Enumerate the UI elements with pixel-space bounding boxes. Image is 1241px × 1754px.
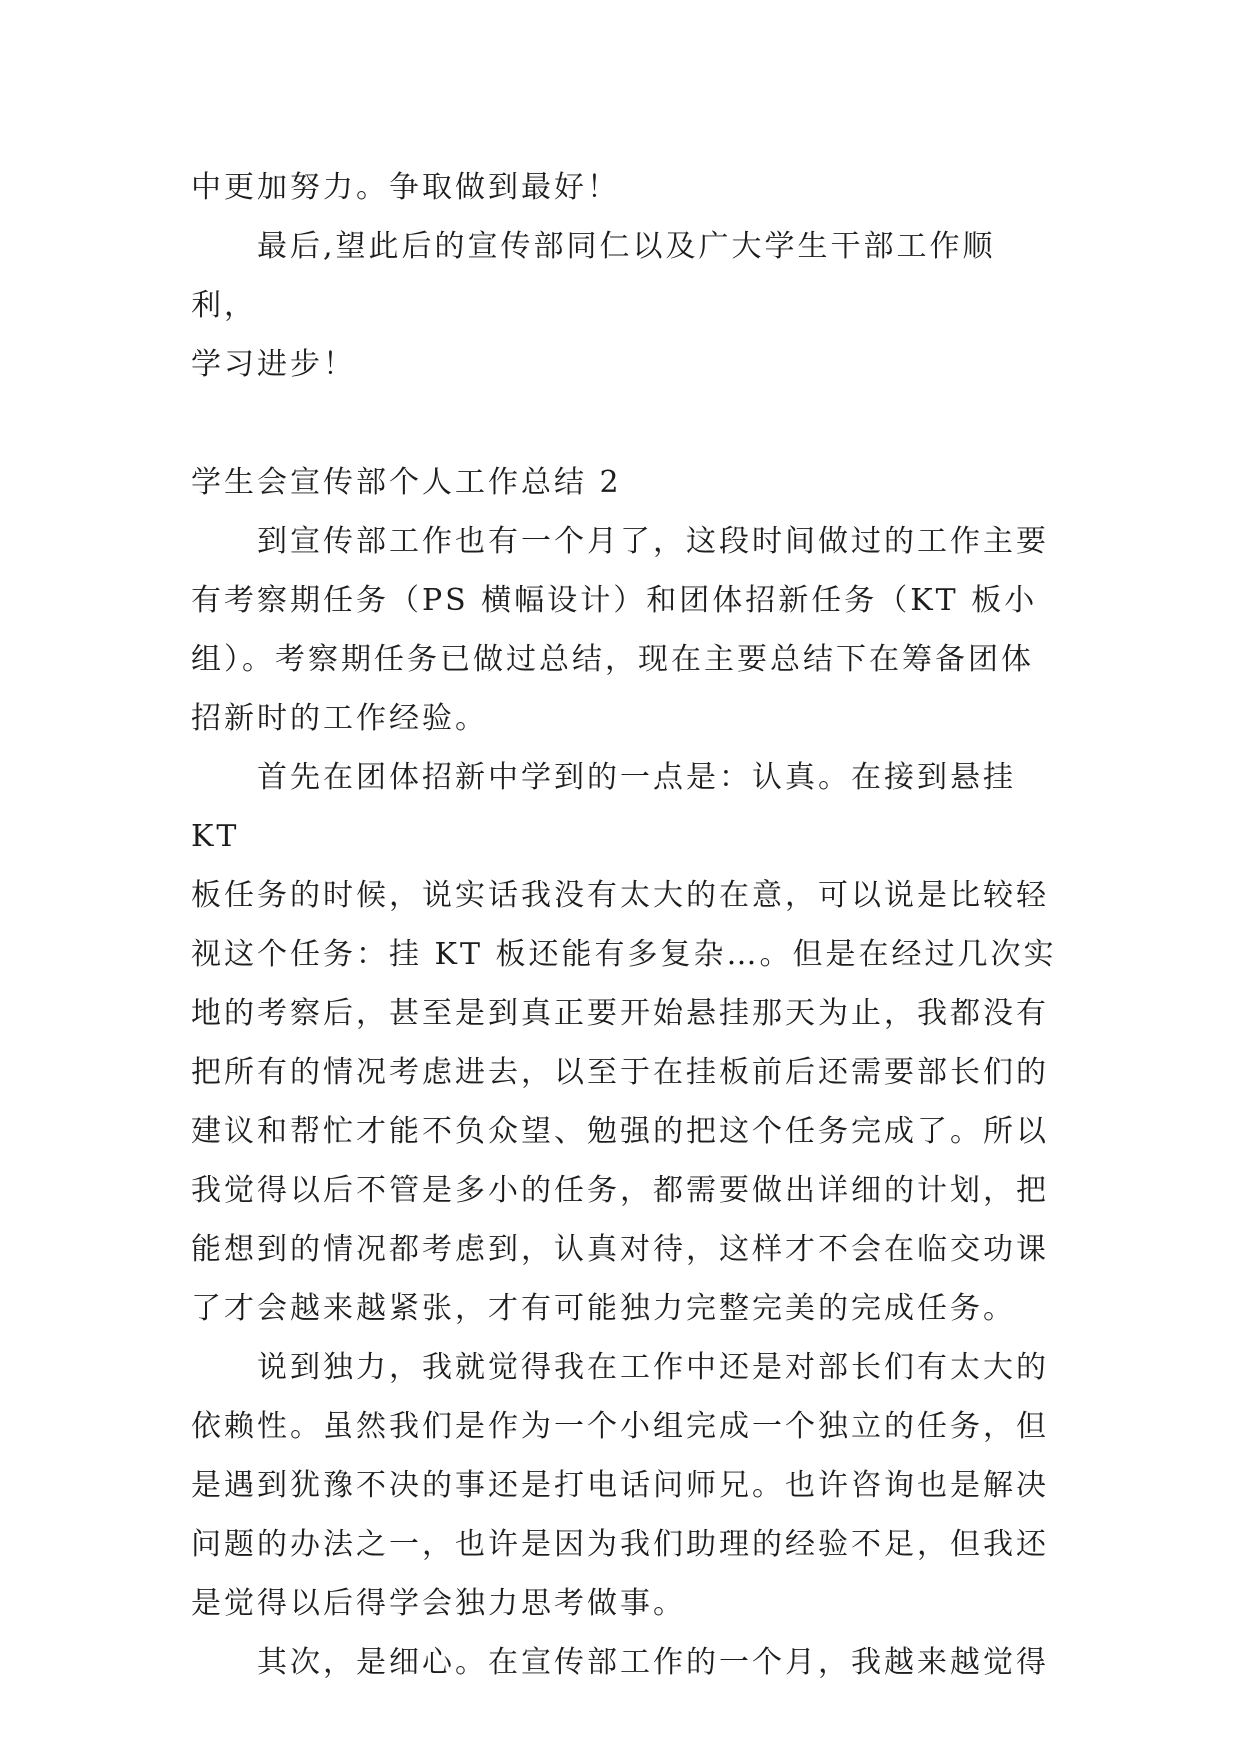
- section-title: 学生会宣传部个人工作总结 2: [191, 465, 622, 500]
- paragraph-4: 其次，是细心。在宣传部工作的一个月，我越来越觉得: [257, 1645, 1049, 1680]
- paragraph-2: 首先在团体招新中学到的一点是：认真。在接到悬挂 KT 板任务的时候，说实话我没有太大的在意，可以说是比较轻 视这个任务：挂 KT 板还能有多复杂…。但是在经过几次实 地的考察后，甚至是到真正要开始悬挂那天为止，我都没有 把所有的情况考虑进去，以至于在挂板前后还需要部长们的 建议和帮忙才能不负众望、勉强的把这个任务完成了。所以 我觉得以后不管是多小的任务，都需要做出详细的计划，把 能想到的情况都考虑到，认真对待，这样才不会在临交功课 了才会越来越紧张，才有可能独力完整完美的完成任务。: [191, 760, 1057, 1326]
- document-body: [191, 158, 1061, 1692]
- paragraph-1: 到宣传部工作也有一个月了，这段时间做过的工作主要 有考察期任务（PS 横幅设计）和团体招新任务（KT 板小 组）。考察期任务已做过总结，现在主要总结下在筹备团体 招新时的工作经验。: [191, 524, 1049, 736]
- lead-fragment: 中更加努力。争取做到最好！: [191, 170, 620, 205]
- closing-paragraph: 最后,望此后的宣传部同仁以及广大学生干部工作顺利， 学习进步！: [191, 229, 996, 382]
- paragraph-3: 说到独力，我就觉得我在工作中还是对部长们有太大的 依赖性。虽然我们是作为一个小组完成一个独立的任务，但 是遇到犹豫不决的事还是打电话问师兄。也许咨询也是解决 问题的办法之一，也许是因为我们助理的经验不足，但我还 是觉得以后得学会独力思考做事。: [191, 1350, 1049, 1621]
